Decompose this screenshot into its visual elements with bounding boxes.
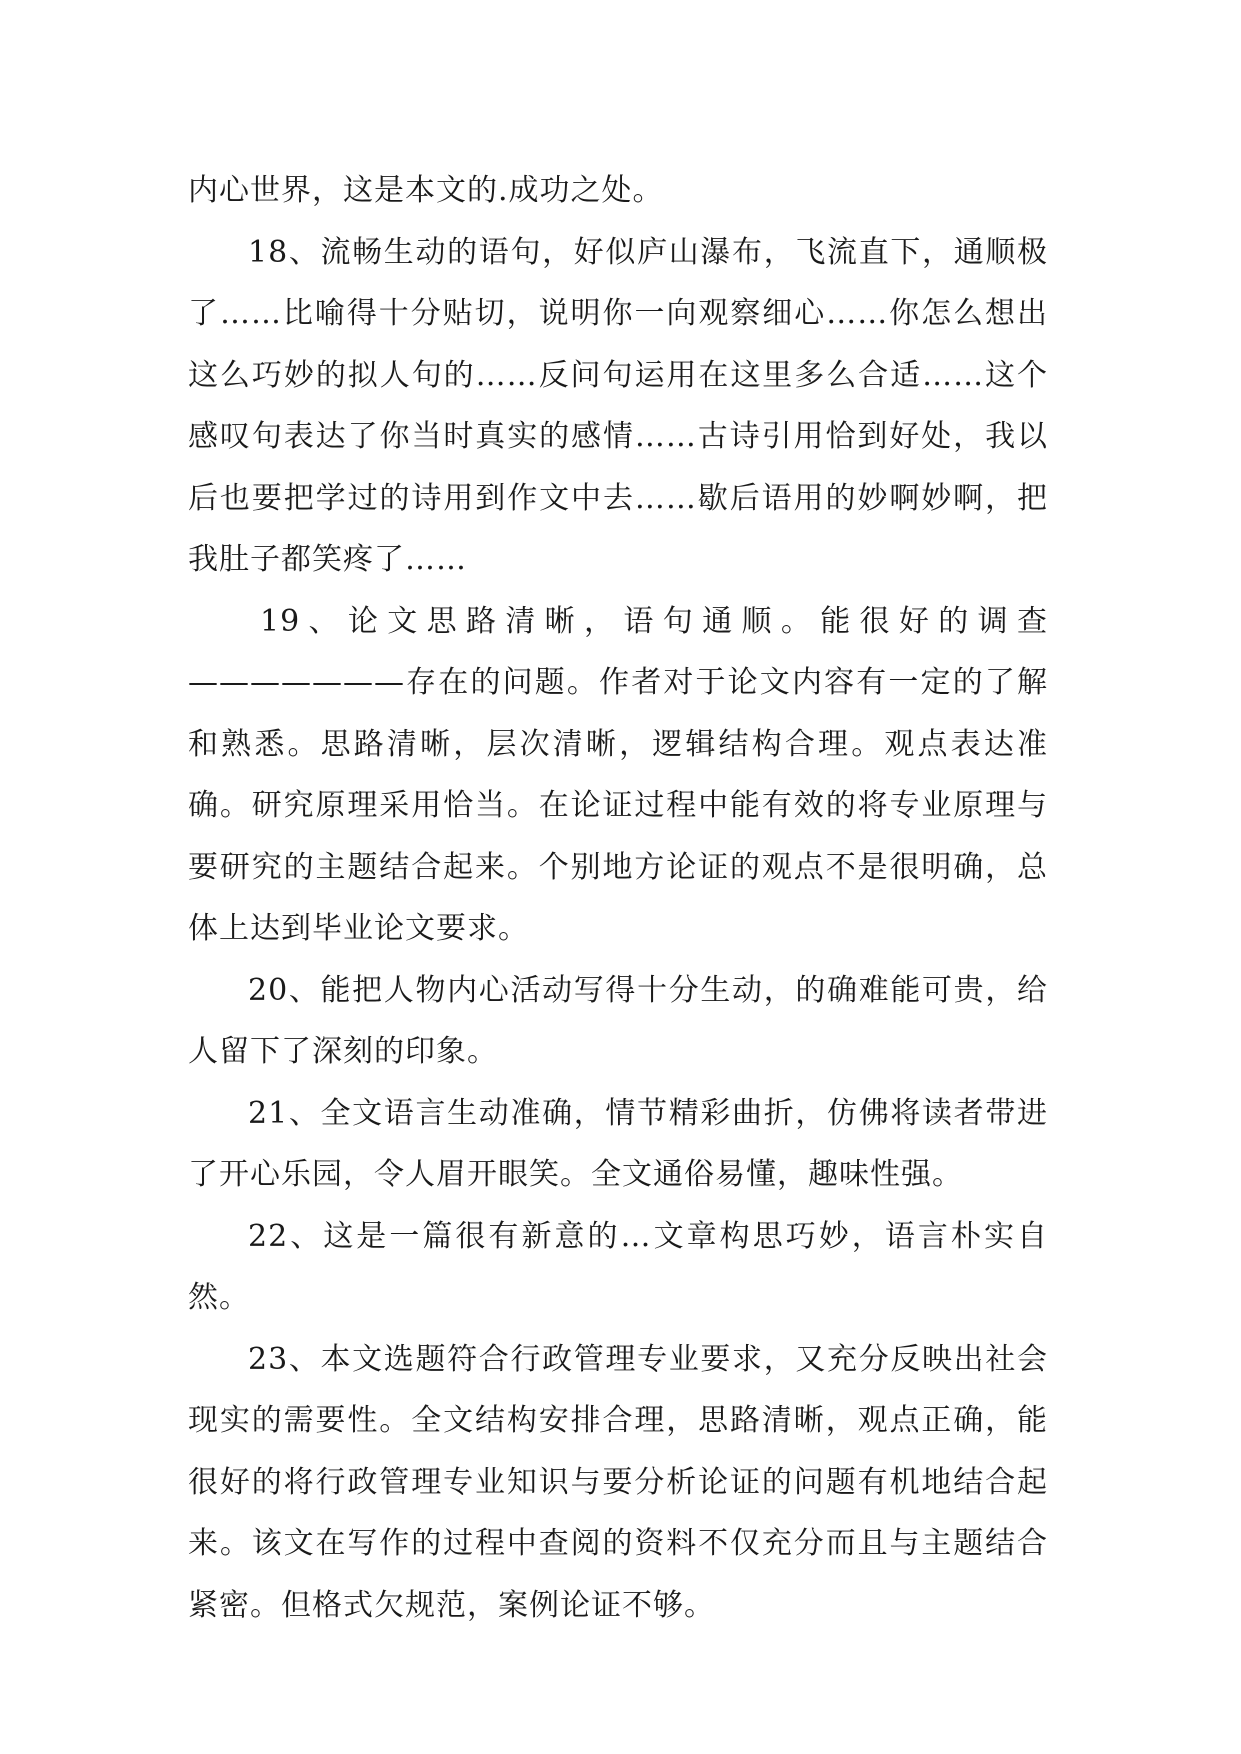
paragraph-continuation: 内心世界，这是本文的.成功之处。 [188, 173, 664, 208]
paragraph-23: 23、本文选题符合行政管理专业要求，又充分反映出社会现实的需要性。全文结构安排合理，思路清晰，观点正确，能很好的将行政管理专业知识与要分析论证的问题有机地结合起来。该文在写作的过程中查阅的资料不仅充分而且与主题结合紧密。但格式欠规范，案例论证不够。 [188, 1341, 1048, 1623]
paragraph-18: 18、流畅生动的语句，好似庐山瀑布，飞流直下，通顺极了……比喻得十分贴切，说明你一向观察细心……你怎么想出这么巧妙的拟人句的……反问句运用在这里多么合适……这个感叹句表达了你当时真实的感情……古诗引用恰到好处，我以后也要把学过的诗用到作文中去……歇后语用的妙啊妙啊，把我肚子都笑疼了…… [188, 234, 1048, 577]
paragraph-21: 21、全文语言生动准确，情节精彩曲折，仿佛将读者带进了开心乐园，令人眉开眼笑。全文通俗易懂，趣味性强。 [188, 1095, 1048, 1192]
document-body [188, 160, 1048, 1636]
paragraph-19: 19、论文思路清晰，语句通顺。能很好的调查———————存在的问题。作者对于论文内容有一定的了解和熟悉。思路清晰，层次清晰，逻辑结构合理。观点表达准确。研究原理采用恰当。在论证过程中能有效的将专业原理与要研究的主题结合起来。个别地方论证的观点不是很明确，总体上达到毕业论文要求。 [188, 603, 1048, 946]
paragraph-20: 20、能把人物内心活动写得十分生动，的确难能可贵，给人留下了深刻的印象。 [188, 972, 1048, 1069]
paragraph-22: 22、这是一篇很有新意的…文章构思巧妙，语言朴实自然。 [188, 1218, 1048, 1315]
